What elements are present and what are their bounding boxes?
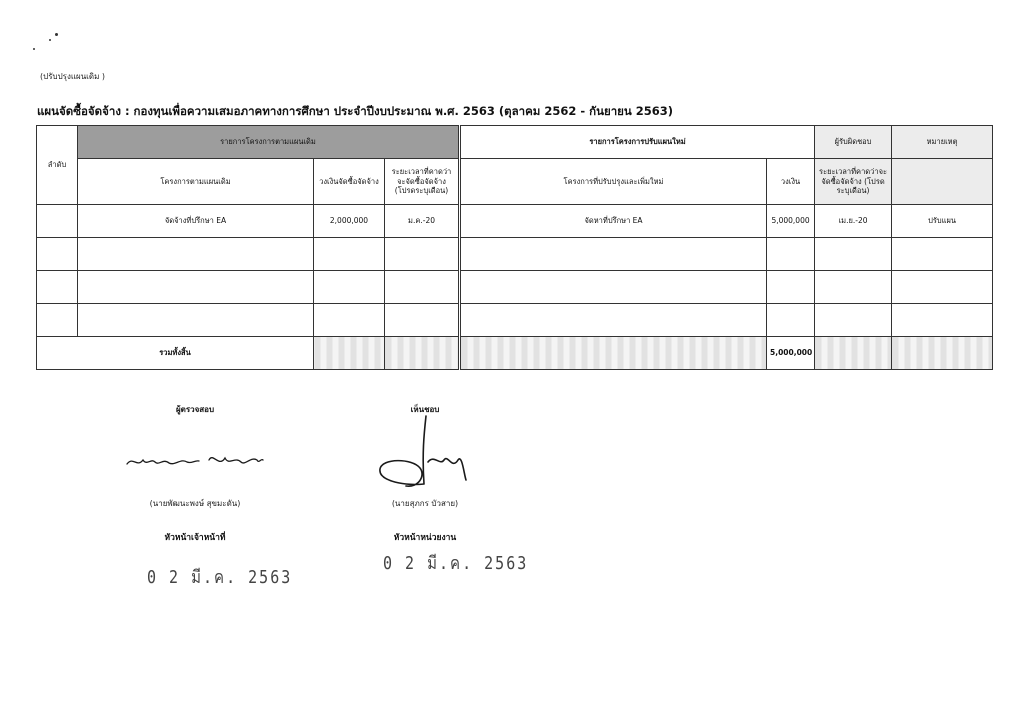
cell-revised-period [815,304,892,337]
reviewer-position: หัวหน้าเจ้าหน้าที่ [164,533,226,543]
table-total-row [37,337,993,370]
cell-original-budget [314,238,385,271]
reviewer-position-block [120,530,270,544]
cell-seq [37,205,78,238]
scan-speck [33,48,35,50]
header-revised-budget: วงเงิน [767,159,815,205]
approver-signature-image [368,414,478,494]
header-original-budget: วงเงินจัดซื้อจัดจ้าง [314,159,385,205]
header-revised-project: โครงการที่ปรับปรุงและเพิ่มใหม่ [460,159,767,205]
approver-name: (นายสุภกร บัวสาย) [391,499,459,508]
cell-original-budget: 2,000,000 [314,205,385,238]
total-empty [314,337,385,370]
cell-remarks [892,238,993,271]
approver-role: เห็นชอบ [410,405,440,414]
approver-position: หัวหน้าหน่วยงาน [393,533,457,543]
cell-original-project [78,304,314,337]
header-remarks-sub [892,159,993,205]
cell-revised-period [815,238,892,271]
reviewer-name-block [110,497,280,510]
cell-original-project [78,238,314,271]
total-empty [460,337,767,370]
header-responsible: ผู้รับผิดชอบ [815,126,892,159]
header-remarks: หมายเหตุ [892,126,993,159]
table-row [37,205,993,238]
table-row [37,271,993,304]
cell-original-period [385,271,460,304]
scan-speck [49,39,51,41]
cell-revised-budget [767,304,815,337]
cell-remarks [892,304,993,337]
cell-original-project [78,271,314,304]
cell-original-budget [314,271,385,304]
cell-remarks [892,271,993,304]
cell-remarks: ปรับแผน [892,205,993,238]
header-original-project: โครงการตามแผนเดิม [78,159,314,205]
cell-revised-project [460,238,767,271]
cell-revised-budget [767,271,815,304]
cell-revised-period [815,271,892,304]
cell-original-project: จัดจ้างที่ปรึกษา EA [78,205,314,238]
cell-original-period [385,304,460,337]
reviewer-signature-block [130,403,260,416]
approver-position-block [360,530,490,544]
document-title: แผนจัดซื้อจัดจ้าง : กองทุนเพื่อความเสมอภาคทางการศึกษา ประจำปีงบประมาณ พ.ศ. 2563 (ตุลาคม 2562 - กันยายน 2563) [37,104,674,118]
total-label: รวมทั้งสิ้น [37,337,314,370]
reviewer-role: ผู้ตรวจสอบ [175,405,215,414]
cell-revised-budget [767,238,815,271]
table-sub-header-row [37,159,993,205]
scan-speck [55,33,58,36]
approver-date-stamp: 0 2 มี.ค. 2563 [383,552,529,574]
header-original-period: ระยะเวลาที่คาดว่าจะจัดซื้อจัดจ้าง (โปรดระบุเดือน) [385,159,460,205]
table-group-header-row [37,126,993,159]
total-empty [815,337,892,370]
reviewer-name: (นายพัฒนะพงษ์ สุขมะดัน) [149,499,241,508]
header-revised-plan: รายการโครงการปรับแผนใหม่ [460,126,815,159]
reviewer-signature-image [125,446,265,476]
header-revised-period: ระยะเวลาที่คาดว่าจะจัดซื้อจัดจ้าง (โปรดระบุเดือน) [815,159,892,205]
total-empty [385,337,460,370]
header-original-plan: รายการโครงการตามแผนเดิม [78,126,460,159]
reviewer-date-stamp: 0 2 มี.ค. 2563 [147,566,293,588]
cell-revised-budget: 5,000,000 [767,205,815,238]
table-row [37,238,993,271]
cell-seq [37,271,78,304]
total-empty [892,337,993,370]
revised-plan-tag: (ปรับปรุงแผนเดิม ) [40,72,106,81]
cell-seq [37,304,78,337]
cell-original-period [385,238,460,271]
cell-revised-period: เม.ย.-20 [815,205,892,238]
cell-revised-project: จัดหาที่ปรึกษา EA [460,205,767,238]
total-revised-budget: 5,000,000 [767,337,815,370]
table-row [37,304,993,337]
header-seq: ลำดับ [37,126,78,205]
approver-name-block [360,497,490,510]
cell-revised-project [460,304,767,337]
cell-revised-project [460,271,767,304]
cell-seq [37,238,78,271]
cell-original-period: ม.ค.-20 [385,205,460,238]
cell-original-budget [314,304,385,337]
procurement-plan-table [36,125,993,370]
